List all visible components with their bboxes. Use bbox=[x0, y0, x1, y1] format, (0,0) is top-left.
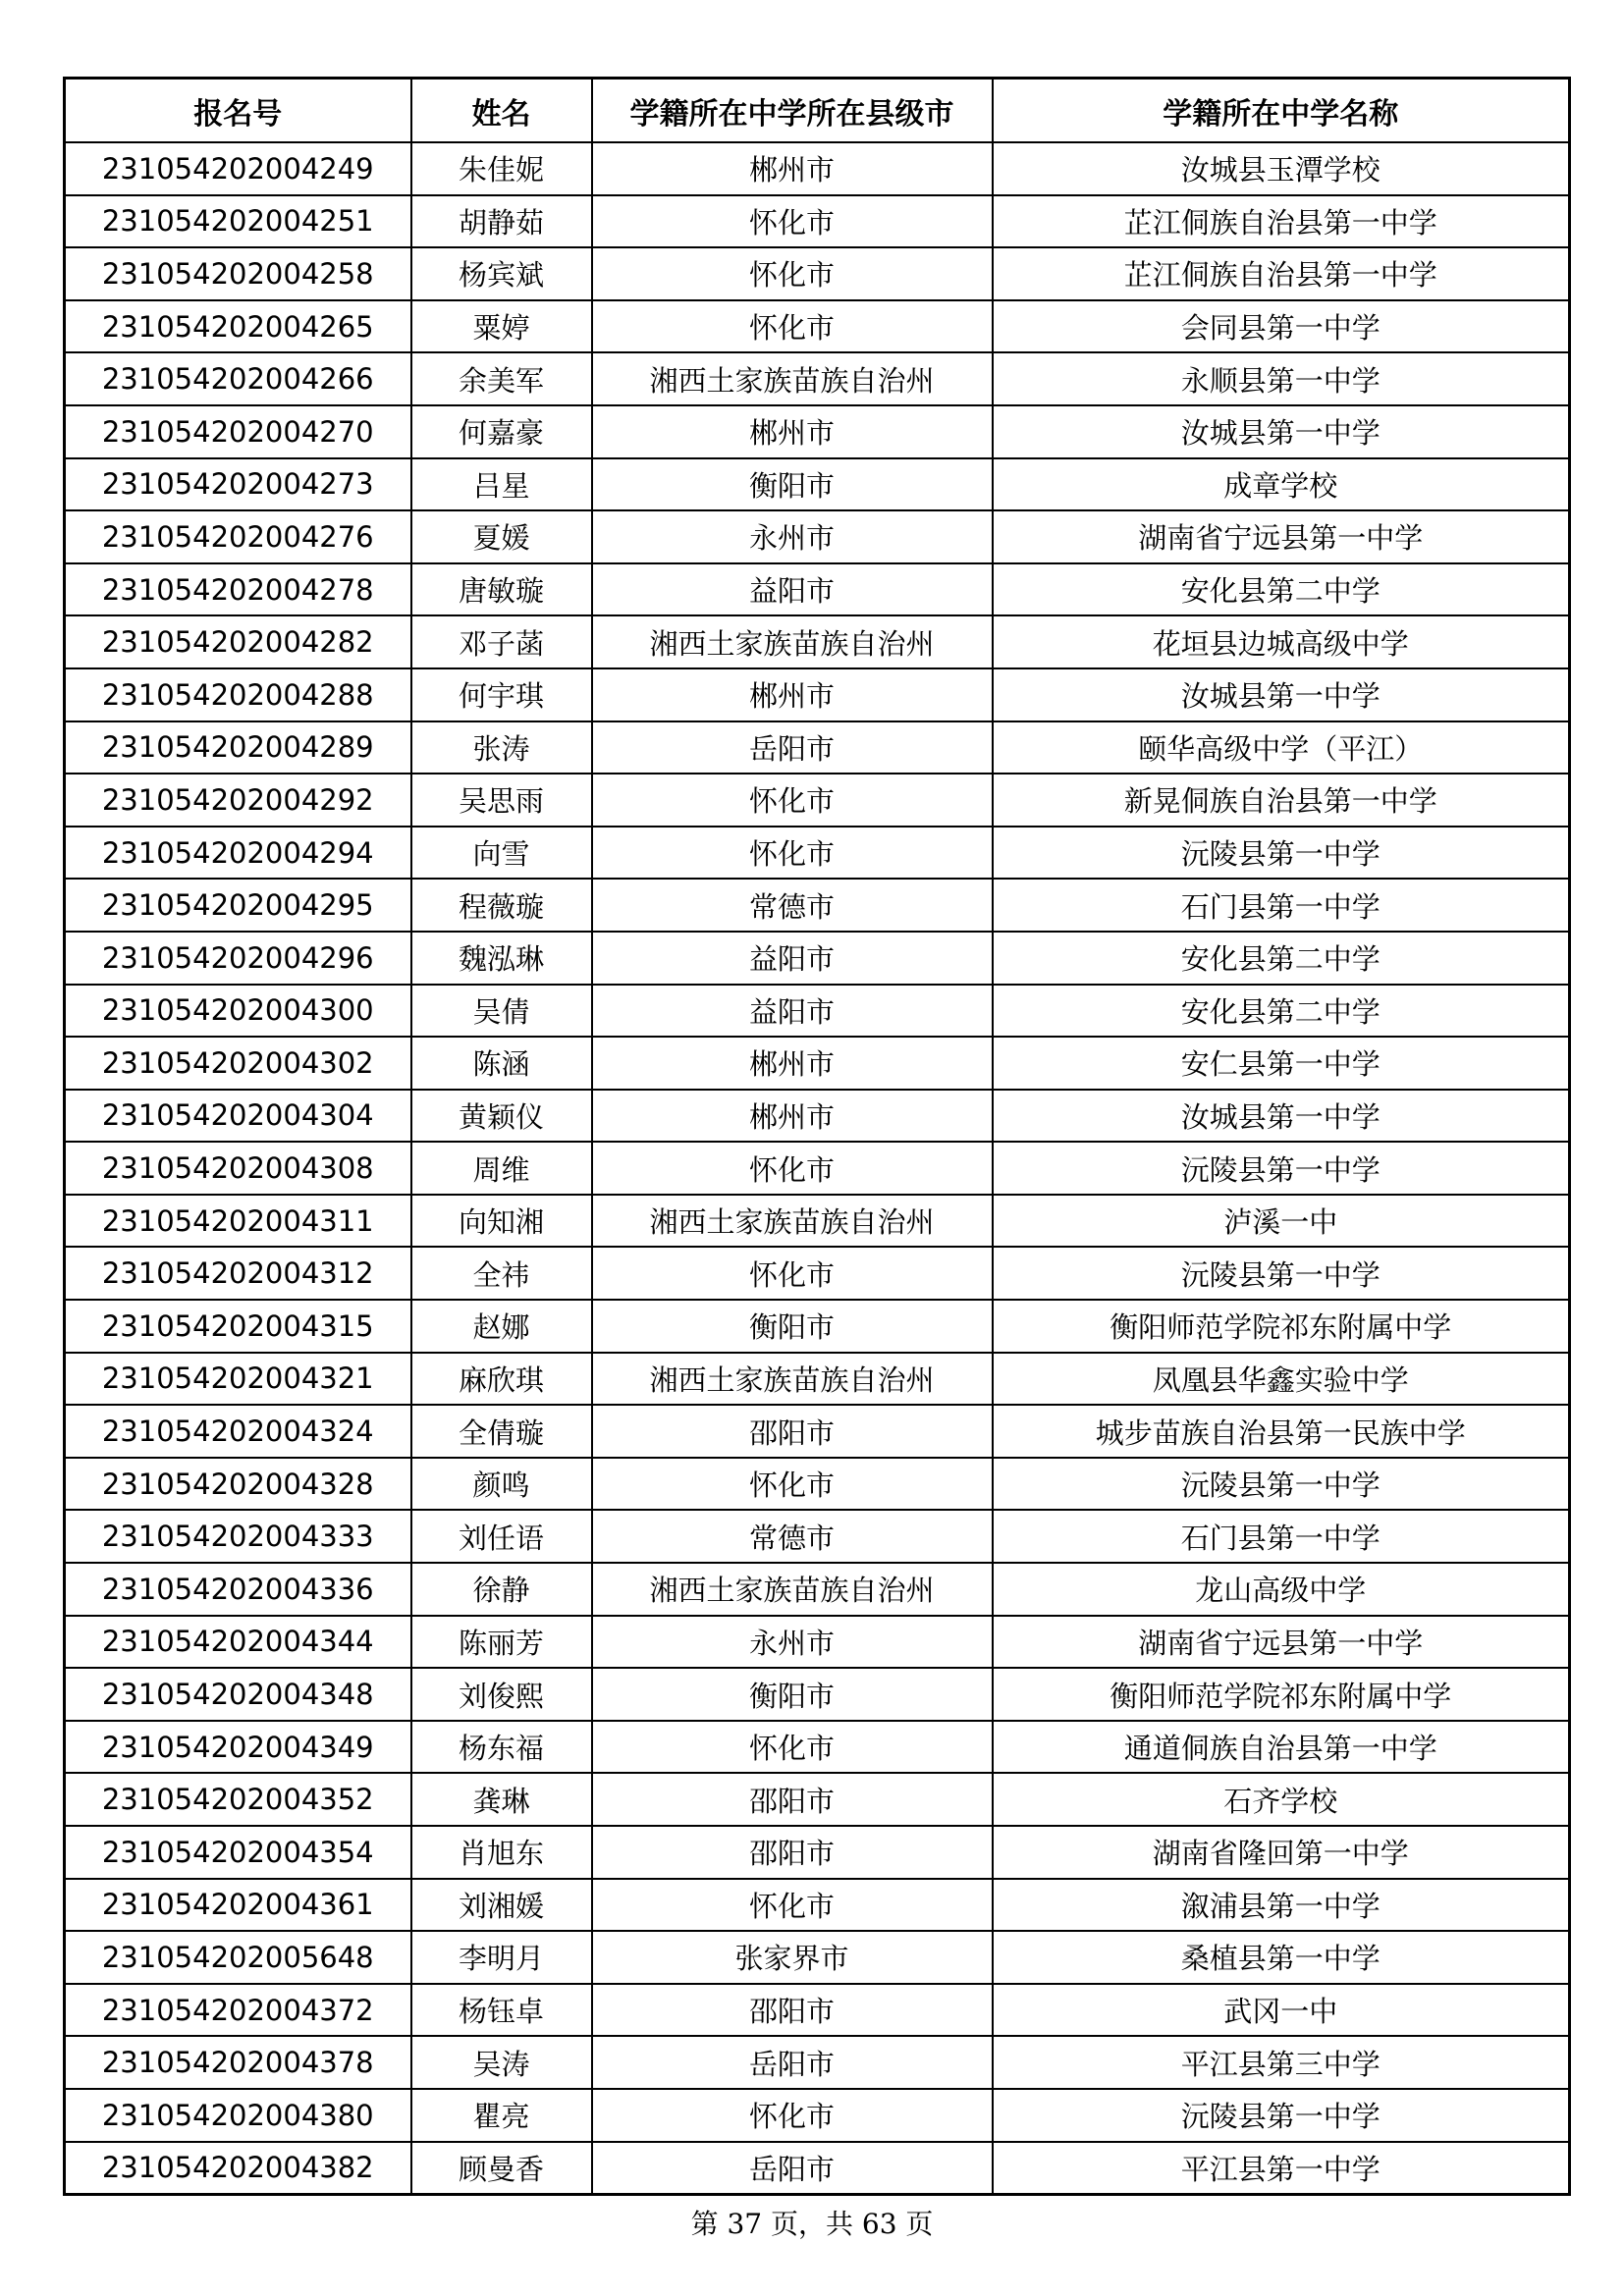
school-city-cell: 湘西土家族苗族自治州 bbox=[592, 352, 993, 405]
school-name-cell: 石门县第一中学 bbox=[993, 1510, 1570, 1563]
school-city-cell: 湘西土家族苗族自治州 bbox=[592, 1353, 993, 1406]
table-row bbox=[65, 827, 1570, 880]
school-city-cell: 衡阳市 bbox=[592, 458, 993, 511]
school-city-cell: 永州市 bbox=[592, 1616, 993, 1669]
table-row bbox=[65, 1931, 1570, 1984]
school-city-cell: 岳阳市 bbox=[592, 2142, 993, 2195]
registration-number-cell: 231054202004311 bbox=[65, 1195, 411, 1248]
school-city-cell: 怀化市 bbox=[592, 300, 993, 353]
registration-number-cell: 231054202004270 bbox=[65, 405, 411, 458]
table-row bbox=[65, 1721, 1570, 1774]
school-city-cell: 张家界市 bbox=[592, 1931, 993, 1984]
name-cell: 杨宾斌 bbox=[411, 247, 592, 300]
school-city-cell: 郴州市 bbox=[592, 1090, 993, 1143]
name-cell: 余美军 bbox=[411, 352, 592, 405]
registration-number-cell: 231054202004349 bbox=[65, 1721, 411, 1774]
table-row bbox=[65, 1090, 1570, 1143]
school-city-cell: 怀化市 bbox=[592, 1247, 993, 1300]
registration-number-cell: 231054202004382 bbox=[65, 2142, 411, 2195]
registration-number-cell: 231054202004265 bbox=[65, 300, 411, 353]
table-row bbox=[65, 1510, 1570, 1563]
table-row bbox=[65, 1668, 1570, 1721]
school-city-cell: 湘西土家族苗族自治州 bbox=[592, 1563, 993, 1616]
school-name-cell: 汝城县第一中学 bbox=[993, 405, 1570, 458]
school-name-cell: 龙山高级中学 bbox=[993, 1563, 1570, 1616]
registration-number-cell: 231054202004352 bbox=[65, 1773, 411, 1826]
table-row bbox=[65, 615, 1570, 668]
name-cell: 全祎 bbox=[411, 1247, 592, 1300]
school-name-cell: 沅陵县第一中学 bbox=[993, 1247, 1570, 1300]
table-row bbox=[65, 1563, 1570, 1616]
table-row bbox=[65, 1773, 1570, 1826]
table-row bbox=[65, 985, 1570, 1038]
name-cell: 张涛 bbox=[411, 721, 592, 774]
table-row bbox=[65, 1353, 1570, 1406]
registration-number-cell: 231054202004321 bbox=[65, 1353, 411, 1406]
table-row bbox=[65, 1037, 1570, 1090]
name-cell: 吴思雨 bbox=[411, 774, 592, 827]
table-row bbox=[65, 2036, 1570, 2089]
school-name-cell: 湖南省宁远县第一中学 bbox=[993, 1616, 1570, 1669]
school-city-cell: 益阳市 bbox=[592, 932, 993, 985]
school-city-cell: 怀化市 bbox=[592, 1458, 993, 1511]
school-name-cell: 溆浦县第一中学 bbox=[993, 1879, 1570, 1932]
table-row bbox=[65, 879, 1570, 932]
school-name-cell: 花垣县边城高级中学 bbox=[993, 615, 1570, 668]
school-name-cell: 武冈一中 bbox=[993, 1984, 1570, 2037]
school-name-cell: 湖南省隆回第一中学 bbox=[993, 1826, 1570, 1879]
name-cell: 赵娜 bbox=[411, 1300, 592, 1353]
name-cell: 黄颖仪 bbox=[411, 1090, 592, 1143]
table-row bbox=[65, 247, 1570, 300]
school-name-cell: 泸溪一中 bbox=[993, 1195, 1570, 1248]
school-city-cell: 怀化市 bbox=[592, 827, 993, 880]
school-name-cell: 凤凰县华鑫实验中学 bbox=[993, 1353, 1570, 1406]
school-city-cell: 常德市 bbox=[592, 1510, 993, 1563]
registration-number-cell: 231054202004380 bbox=[65, 2089, 411, 2142]
table-row bbox=[65, 2142, 1570, 2195]
school-city-cell: 益阳市 bbox=[592, 985, 993, 1038]
table-row bbox=[65, 300, 1570, 353]
registration-number-cell: 231054202004289 bbox=[65, 721, 411, 774]
registration-number-cell: 231054202004312 bbox=[65, 1247, 411, 1300]
candidate-table bbox=[63, 77, 1571, 2196]
registration-number-cell: 231054202004372 bbox=[65, 1984, 411, 2037]
table-row bbox=[65, 195, 1570, 248]
name-cell: 吕星 bbox=[411, 458, 592, 511]
school-city-cell: 永州市 bbox=[592, 510, 993, 563]
school-name-cell: 汝城县第一中学 bbox=[993, 1090, 1570, 1143]
school-city-cell: 怀化市 bbox=[592, 2089, 993, 2142]
name-cell: 何嘉豪 bbox=[411, 405, 592, 458]
registration-number-cell: 231054202004296 bbox=[65, 932, 411, 985]
name-cell: 朱佳妮 bbox=[411, 142, 592, 195]
school-name-cell: 安化县第二中学 bbox=[993, 932, 1570, 985]
table-row bbox=[65, 1142, 1570, 1195]
school-name-cell: 芷江侗族自治县第一中学 bbox=[993, 195, 1570, 248]
name-cell: 刘湘媛 bbox=[411, 1879, 592, 1932]
name-cell: 刘俊熙 bbox=[411, 1668, 592, 1721]
school-city-cell: 怀化市 bbox=[592, 195, 993, 248]
school-city-cell: 怀化市 bbox=[592, 1879, 993, 1932]
name-cell: 唐敏璇 bbox=[411, 563, 592, 616]
table-row bbox=[65, 1195, 1570, 1248]
school-city-cell: 郴州市 bbox=[592, 405, 993, 458]
registration-number-cell: 231054202004324 bbox=[65, 1405, 411, 1458]
registration-number-cell: 231054202004249 bbox=[65, 142, 411, 195]
school-city-cell: 邵阳市 bbox=[592, 1773, 993, 1826]
registration-number-cell: 231054202004328 bbox=[65, 1458, 411, 1511]
school-name-cell: 成章学校 bbox=[993, 458, 1570, 511]
school-city-cell: 郴州市 bbox=[592, 142, 993, 195]
table-row bbox=[65, 1405, 1570, 1458]
school-name-cell: 安化县第二中学 bbox=[993, 563, 1570, 616]
table-row bbox=[65, 774, 1570, 827]
school-city-cell: 怀化市 bbox=[592, 247, 993, 300]
school-city-cell: 怀化市 bbox=[592, 774, 993, 827]
school-city-cell: 常德市 bbox=[592, 879, 993, 932]
name-cell: 瞿亮 bbox=[411, 2089, 592, 2142]
school-city-cell: 岳阳市 bbox=[592, 721, 993, 774]
page-number: 第 37 页，共 63 页 bbox=[690, 2208, 934, 2240]
table-row bbox=[65, 1300, 1570, 1353]
registration-number-cell: 231054202004348 bbox=[65, 1668, 411, 1721]
table-row bbox=[65, 932, 1570, 985]
school-name-cell: 石门县第一中学 bbox=[993, 879, 1570, 932]
school-city-cell: 益阳市 bbox=[592, 563, 993, 616]
registration-number-cell: 231054202004292 bbox=[65, 774, 411, 827]
registration-number-cell: 231054202004302 bbox=[65, 1037, 411, 1090]
registration-number-cell: 231054202004273 bbox=[65, 458, 411, 511]
table-row bbox=[65, 1879, 1570, 1932]
name-cell: 顾曼香 bbox=[411, 2142, 592, 2195]
school-name-cell: 芷江侗族自治县第一中学 bbox=[993, 247, 1570, 300]
school-city-cell: 湘西土家族苗族自治州 bbox=[592, 615, 993, 668]
name-cell: 李明月 bbox=[411, 1931, 592, 1984]
name-cell: 颜鸣 bbox=[411, 1458, 592, 1511]
school-name-cell: 石齐学校 bbox=[993, 1773, 1570, 1826]
school-city-cell: 郴州市 bbox=[592, 668, 993, 721]
school-city-cell: 邵阳市 bbox=[592, 1826, 993, 1879]
name-cell: 全倩璇 bbox=[411, 1405, 592, 1458]
school-city-cell: 衡阳市 bbox=[592, 1300, 993, 1353]
school-city-cell: 湘西土家族苗族自治州 bbox=[592, 1195, 993, 1248]
header-row bbox=[65, 79, 1570, 143]
registration-number-cell: 231054202005648 bbox=[65, 1931, 411, 1984]
name-cell: 胡静茹 bbox=[411, 195, 592, 248]
name-cell: 何宇琪 bbox=[411, 668, 592, 721]
header-school-city: 学籍所在中学所在县级市 bbox=[592, 79, 993, 143]
name-cell: 陈丽芳 bbox=[411, 1616, 592, 1669]
school-city-cell: 岳阳市 bbox=[592, 2036, 993, 2089]
name-cell: 邓子菡 bbox=[411, 615, 592, 668]
registration-number-cell: 231054202004378 bbox=[65, 2036, 411, 2089]
registration-number-cell: 231054202004333 bbox=[65, 1510, 411, 1563]
name-cell: 陈涵 bbox=[411, 1037, 592, 1090]
table-row bbox=[65, 563, 1570, 616]
school-name-cell: 安仁县第一中学 bbox=[993, 1037, 1570, 1090]
table-row bbox=[65, 668, 1570, 721]
table-row bbox=[65, 1616, 1570, 1669]
registration-number-cell: 231054202004354 bbox=[65, 1826, 411, 1879]
school-city-cell: 怀化市 bbox=[592, 1721, 993, 1774]
school-name-cell: 沅陵县第一中学 bbox=[993, 827, 1570, 880]
registration-number-cell: 231054202004344 bbox=[65, 1616, 411, 1669]
school-name-cell: 衡阳师范学院祁东附属中学 bbox=[993, 1300, 1570, 1353]
school-name-cell: 新晃侗族自治县第一中学 bbox=[993, 774, 1570, 827]
name-cell: 吴涛 bbox=[411, 2036, 592, 2089]
name-cell: 向雪 bbox=[411, 827, 592, 880]
registration-number-cell: 231054202004308 bbox=[65, 1142, 411, 1195]
school-name-cell: 汝城县第一中学 bbox=[993, 668, 1570, 721]
name-cell: 周维 bbox=[411, 1142, 592, 1195]
header-registration-number: 报名号 bbox=[65, 79, 411, 143]
table-row bbox=[65, 721, 1570, 774]
school-name-cell: 会同县第一中学 bbox=[993, 300, 1570, 353]
registration-number-cell: 231054202004266 bbox=[65, 352, 411, 405]
school-city-cell: 衡阳市 bbox=[592, 1668, 993, 1721]
school-name-cell: 平江县第一中学 bbox=[993, 2142, 1570, 2195]
name-cell: 龚琳 bbox=[411, 1773, 592, 1826]
table-row bbox=[65, 2089, 1570, 2142]
name-cell: 杨钰卓 bbox=[411, 1984, 592, 2037]
table-row bbox=[65, 1826, 1570, 1879]
name-cell: 魏泓琳 bbox=[411, 932, 592, 985]
name-cell: 杨东福 bbox=[411, 1721, 592, 1774]
school-name-cell: 通道侗族自治县第一中学 bbox=[993, 1721, 1570, 1774]
header-name: 姓名 bbox=[411, 79, 592, 143]
registration-number-cell: 231054202004258 bbox=[65, 247, 411, 300]
school-name-cell: 沅陵县第一中学 bbox=[993, 2089, 1570, 2142]
school-name-cell: 衡阳师范学院祁东附属中学 bbox=[993, 1668, 1570, 1721]
school-name-cell: 汝城县玉潭学校 bbox=[993, 142, 1570, 195]
school-name-cell: 颐华高级中学（平江） bbox=[993, 721, 1570, 774]
school-name-cell: 永顺县第一中学 bbox=[993, 352, 1570, 405]
name-cell: 刘任语 bbox=[411, 1510, 592, 1563]
registration-number-cell: 231054202004361 bbox=[65, 1879, 411, 1932]
registration-number-cell: 231054202004295 bbox=[65, 879, 411, 932]
table-row bbox=[65, 458, 1570, 511]
registration-number-cell: 231054202004282 bbox=[65, 615, 411, 668]
registration-number-cell: 231054202004336 bbox=[65, 1563, 411, 1616]
school-name-cell: 桑植县第一中学 bbox=[993, 1931, 1570, 1984]
table-row bbox=[65, 1984, 1570, 2037]
school-name-cell: 沅陵县第一中学 bbox=[993, 1458, 1570, 1511]
name-cell: 夏媛 bbox=[411, 510, 592, 563]
table-row bbox=[65, 352, 1570, 405]
name-cell: 吴倩 bbox=[411, 985, 592, 1038]
registration-number-cell: 231054202004294 bbox=[65, 827, 411, 880]
name-cell: 程薇璇 bbox=[411, 879, 592, 932]
table-row bbox=[65, 142, 1570, 195]
name-cell: 粟婷 bbox=[411, 300, 592, 353]
name-cell: 麻欣琪 bbox=[411, 1353, 592, 1406]
header-school-name: 学籍所在中学名称 bbox=[993, 79, 1570, 143]
school-city-cell: 郴州市 bbox=[592, 1037, 993, 1090]
school-name-cell: 安化县第二中学 bbox=[993, 985, 1570, 1038]
school-city-cell: 邵阳市 bbox=[592, 1405, 993, 1458]
table-row bbox=[65, 1458, 1570, 1511]
registration-number-cell: 231054202004276 bbox=[65, 510, 411, 563]
registration-number-cell: 231054202004278 bbox=[65, 563, 411, 616]
registration-number-cell: 231054202004304 bbox=[65, 1090, 411, 1143]
name-cell: 徐静 bbox=[411, 1563, 592, 1616]
school-name-cell: 平江县第三中学 bbox=[993, 2036, 1570, 2089]
table-row bbox=[65, 510, 1570, 563]
registration-number-cell: 231054202004288 bbox=[65, 668, 411, 721]
table-row bbox=[65, 405, 1570, 458]
table-row bbox=[65, 1247, 1570, 1300]
school-city-cell: 邵阳市 bbox=[592, 1984, 993, 2037]
name-cell: 向知湘 bbox=[411, 1195, 592, 1248]
table-header bbox=[65, 79, 1570, 143]
registration-number-cell: 231054202004300 bbox=[65, 985, 411, 1038]
registration-number-cell: 231054202004315 bbox=[65, 1300, 411, 1353]
registration-number-cell: 231054202004251 bbox=[65, 195, 411, 248]
school-name-cell: 沅陵县第一中学 bbox=[993, 1142, 1570, 1195]
name-cell: 肖旭东 bbox=[411, 1826, 592, 1879]
school-name-cell: 城步苗族自治县第一民族中学 bbox=[993, 1405, 1570, 1458]
table-body bbox=[65, 142, 1570, 2195]
school-city-cell: 怀化市 bbox=[592, 1142, 993, 1195]
school-name-cell: 湖南省宁远县第一中学 bbox=[993, 510, 1570, 563]
